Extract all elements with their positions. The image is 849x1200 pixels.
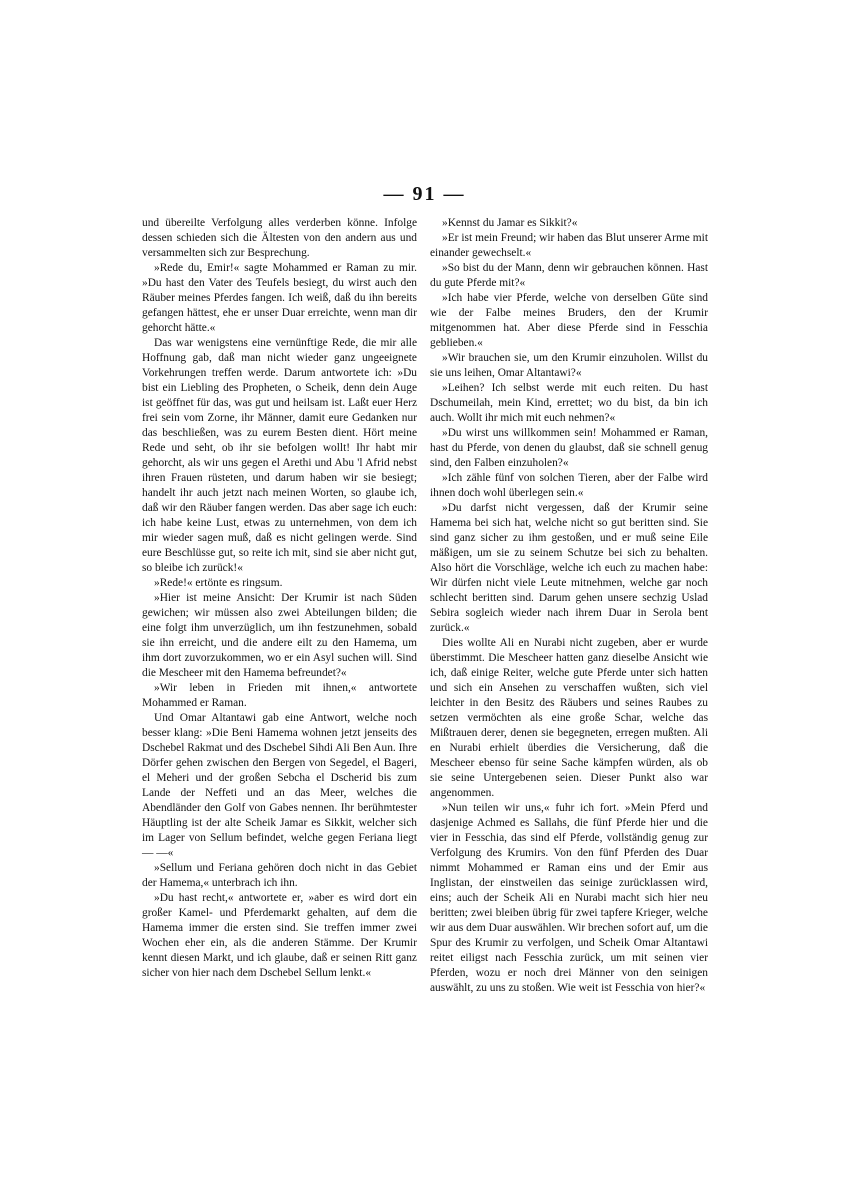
paragraph: »Du wirst uns willkommen sein! Mohammed er Raman, hast du Pferde, von denen du glaubst, daß sie schnell genug sind, den Falben einzuholen?« (430, 427, 708, 469)
paragraph: »Kennst du Jamar es Sikkit?« (442, 217, 578, 229)
paragraph: »Du hast recht,« antwortete er, »aber es wird dort ein großer Kamel- und Pferdemarkt gehalten, auf dem die Hamema immer die ersten sind. Sie treffen immer zwei Wochen eher ein, als die anderen Stämme. Der Krumir kennt diesen Markt, und ich glaube, daß er seinen Ritt ganz sicher von hier nach dem Dschebel Sellum lenkt.« (142, 892, 417, 979)
paragraph: »Er ist mein Freund; wir haben das Blut unserer Arme mit einander gewechselt.« (430, 232, 708, 259)
right-column (430, 216, 708, 996)
paragraph: »Nun teilen wir uns,« fuhr ich fort. »Mein Pferd und dasjenige Achmed es Sallahs, die fünf Pferde hier und die vier in Fesschia, das sind elf Pferde, vollständig genug zur Verfolgung des Krumirs. Von den fünf Pferden des Duar nimmt Mohammed er Raman eins und der Emir aus Inglistan, der einstweilen das seinige zurücklassen wird, eins; auch der Scheik Ali en Nurabi macht sich hier neu beritten; zwei bleiben übrig für zwei tapfere Krieger, welche wir aus dem Duar auswählen. Wir brechen sofort auf, um die Spur des Krumir zu verfolgen, und Scheik Omar Altantawi reitet eiligst nach Fesschia zurück, um mit seinen vier Pferden, wozu er noch drei Männer von den seinigen auswählt, zu uns zu stoßen. Wie weit ist Fesschia von hier?« (430, 802, 708, 994)
paragraph: »Rede!« ertönte es ringsum. (154, 577, 283, 589)
paragraph: »Sellum und Feriana gehören doch nicht in das Gebiet der Hamema,« unterbrach ich ihn. (142, 862, 417, 889)
paragraph: »Ich habe vier Pferde, welche von derselben Güte sind wie der Falbe meines Bruders, den der Krumir mitgenommen hat. Aber diese Pferde sind in Fesschia geblieben.« (430, 292, 708, 349)
paragraph: »So bist du der Mann, denn wir gebrauchen können. Hast du gute Pferde mit?« (430, 262, 708, 289)
paragraph: »Du darfst nicht vergessen, daß der Krumir seine Hamema bei sich hat, welche nicht so gut beritten sind. Sie sind ganz sicher zu ihm gestoßen, und er muß seine Eile mäßigen, um sie zu seinem Schutze bei sich zu behalten. Also hört die Vorschläge, welche ich euch zu machen habe: Wir dürfen nicht viele Leute mitnehmen, welche gar noch schlecht beritten sind. Darum gehen unsere sechzig Uslad Sebira sogleich wieder nach ihrem Duar in Serola bent zurück.« (430, 502, 708, 634)
paragraph: Und Omar Altantawi gab eine Antwort, welche noch besser klang: »Die Beni Hamema wohnen jetzt jenseits des Dschebel Rakmat und des Dschebel Sihdi Ali Ben Aun. Ihre Dörfer gehen zwischen den Bergen von Segedel, el Bageri, el Meheri und der großen Sebcha el Dscherid bis zum Lande der Neffeti und an das Meer, welches die Abendländer den Golf von Gabes nennen. Ihr berühmtester Häuptling ist der alte Scheik Jamar es Sikkit, welcher sich im Lager von Sellum befindet, welche gegen Feriana liegt — —« (142, 712, 417, 859)
left-column (142, 216, 417, 981)
page-number: — 91 — (383, 183, 466, 205)
paragraph: »Wir leben in Frieden mit ihnen,« antwortete Mohammed er Raman. (142, 682, 417, 709)
paragraph: »Leihen? Ich selbst werde mit euch reiten. Du hast Dschumeilah, mein Kind, errettet; wo du bist, da bin ich auch. Wollt ihr mich mit euch nehmen?« (430, 382, 708, 424)
paragraph: »Wir brauchen sie, um den Krumir einzuholen. Willst du sie uns leihen, Omar Altantawi?« (430, 352, 708, 379)
paragraph: »Rede du, Emir!« sagte Mohammed er Raman zu mir. »Du hast den Vater des Teufels besiegt, du wirst auch den Räuber meines Pferdes fangen. Ich weiß, daß du ihn bereits gefangen hättest, ehe er unser Duar erreichte, wenn man dir gehorcht hätte.« (142, 262, 417, 334)
paragraph: Dies wollte Ali en Nurabi nicht zugeben, aber er wurde überstimmt. Die Mescheer hatten ganz dieselbe Ansicht wie ich, daß einige Reiter, welche gute Pferde unter sich hatten und sich ein Ansehen zu verschaffen wußten, sich viel leichter in den Besitz des Räubers und seines Raubes zu setzen vermöchten als eine große Schar, welche das Mißtrauen derer, denen sie begegneten, erregen mußten. Ali en Nurabi erhielt überdies die Versicherung, daß die Mescheer ebenso für seine Sache kämpfen würden, als ob sie seine Untergebenen seien. Dieser Punkt also war angenommen. (430, 637, 708, 799)
paragraph: und übereilte Verfolgung alles verderben könne. Infolge dessen schieden sich die Ältesten von den andern aus und versammelten sich zur Besprechung. (142, 217, 417, 259)
paragraph: »Hier ist meine Ansicht: Der Krumir ist nach Süden gewichen; wir müssen also zwei Abteilungen bilden; die eine folgt ihm unverzüglich, um ihn festzunehmen, sobald sie ihn erreicht, und die andere eilt zu den Hamema, um ihm dort zuvorzukommen, wo er ein Asyl suchen will. Sind die Mescheer mit den Hamema befreundet?« (142, 592, 417, 679)
paragraph: »Ich zähle fünf von solchen Tieren, aber der Falbe wird ihnen doch wohl überlegen sein.« (430, 472, 708, 499)
paragraph: Das war wenigstens eine vernünftige Rede, die mir alle Hoffnung gab, daß man nicht wieder ganz ungeeignete Vorkehrungen treffen werde. Darum antwortete ich: »Du bist ein Liebling des Propheten, o Scheik, denn dein Auge ist geöffnet für das, was gut und heilsam ist. Laßt euer Herz frei sein vom Zorne, ihr Männer, damit eure Gedanken nur das beschließen, was zu eurem Besten dient. Hört meine Rede und seht, ob ihr sie befolgen wollt! Ihr habt mir gehorcht, als wir uns gegen el Arethi und Abu 'l Afrid nebst ihren Frauen rüsteten, und darum haben wir sie besiegt; handelt ihr auch jetzt nach meinen Worten, so glaube ich, daß wir den Räuber fangen werden. Das aber sage ich euch: ich habe keine Lust, etwas zu unternehmen, von dem ich mir wieder sagen muß, daß es nicht gelingen werde. Sind eure Beschlüsse gut, so reite ich mit, sind sie aber nicht gut, so bleibe ich zurück!« (142, 337, 417, 574)
